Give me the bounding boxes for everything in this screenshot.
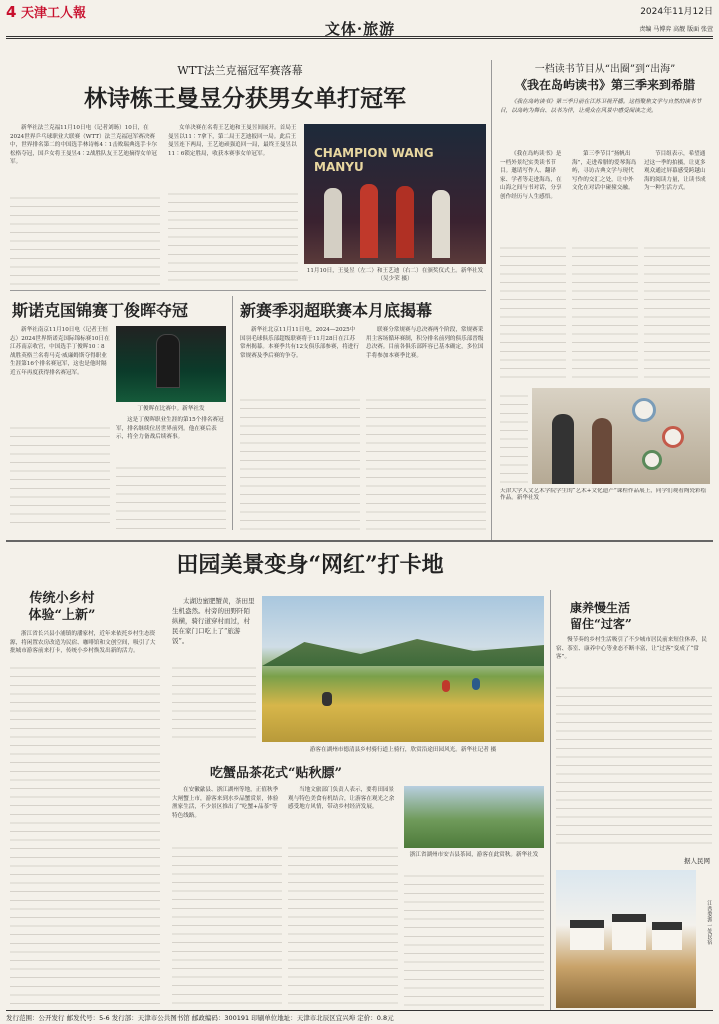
cyclist-figure	[322, 692, 332, 706]
paragraph: 《我在岛屿读书》是一档外景纪实类读书节目。邀请写作人、翻译家、学者等走进海岛，在山海之间与书对话，分享创作经历与人生感悟。	[500, 151, 562, 200]
snooker-headline: 斯诺克国锦赛丁俊晖夺冠	[12, 301, 189, 320]
section-rule	[6, 36, 713, 39]
countryside-photo	[262, 596, 544, 742]
text-filler	[644, 240, 710, 380]
paragraph: 第三季节目“扬帆出海”，走进希腊的爱琴海岛屿，寻访古典文学与现代写作的交汇之处，让中外文化在对话中碰撞交融。	[572, 151, 637, 192]
paragraph: 浙江省长兴县小浦镇的潘家村，近年来依托乡村生态资源，将闲置农房改造为民宿、咖啡馆和文创空间，吸引了大批城市游客前来打卡，传统小乡村焕发出新的活力。	[10, 631, 156, 655]
section-divider	[10, 290, 486, 291]
text-filler	[288, 840, 398, 1010]
column-divider	[550, 590, 551, 1010]
paragraph: 《我在岛屿读书》第三季日前在江苏卫视开播。这档聚焦文学与自然的读书节目，以岛屿为舞台、以书为伴，让观众在风景中感受阅读之美。	[500, 99, 702, 114]
person-figure	[360, 184, 378, 258]
text-filler	[500, 240, 566, 380]
paragraph: 新华社法兰克福11月10日电（记者刘旸）10日，在2024世界乒乓球职业大联赛（WTT）法兰克福冠军赛决赛中，世界排名第二的中国选手林诗栋4∶1击败瑞典选手卡尔松格夺冠，国乒女将王曼昱4∶2战胜队友王艺迪摘得女单冠军。	[10, 125, 157, 166]
text-filler	[168, 186, 298, 286]
paragraph: 当地文旅部门负责人表示，要将田园景观与特色美食有机结合，让游客在观光之余感受地方风情，带动乡村经济发展。	[288, 787, 395, 811]
section-title: 文体·旅游	[324, 20, 396, 38]
paragraph: 这是丁俊晖职业生涯的第15个排名赛冠军，排名继续位居世界前列。他在赛后表示，将全力备战后续赛事。	[116, 417, 224, 441]
paragraph: 新华社北京11月11日电，2024—2025中国羽毛球俱乐部超级联赛将于11月28日在江苏常州揭幕。本赛季共有12支俱乐部参赛，将进行常规赛及季后赛的争夺。	[240, 327, 359, 359]
editors-line: 责编 马博弈 高靓 版面 张萱	[639, 26, 713, 33]
text-filler	[366, 392, 486, 530]
countryside-photo-caption: 游客在湖州市德清县乡村骑行道上骑行，欣赏沿途田园风光。新华社记者 摄	[309, 747, 497, 753]
art-exhibition-caption: 天津大学人文艺术学院学生的“艺术+文化遗产”课程作品展上，同学们观看陶瓷彩绘作品。新华社发	[500, 488, 707, 501]
paragraph: 女单决赛在名将王艺迪和王曼昱间展开。首局王曼昱以11∶7拿下，第二局王艺迪扳回一局。此后王曼昱连下两局，王艺迪顽强追回一局，最终王曼昱以11∶6锁定胜局，收获本赛事女单冠军。	[168, 125, 297, 157]
text-filler	[116, 460, 226, 530]
column-divider	[232, 296, 233, 530]
top-story-headline: 林诗栋王曼昱分获男女单打冠军	[84, 85, 406, 112]
house-figure	[652, 922, 682, 950]
visitor-figure	[552, 414, 574, 484]
champion-photo	[304, 124, 486, 264]
text-filler	[172, 660, 256, 744]
snooker-photo	[116, 326, 226, 402]
crab-headline: 吃蟹品茶花式“贴秋膘”	[210, 766, 342, 781]
reading-lead	[500, 98, 710, 142]
photo-banner-text: CHAMPION WANG MANYU	[314, 146, 434, 174]
paragraph: 新华社南京11月10日电（记者王恒志）2024世界斯诺克国际锦标赛10日在江苏南京收官，中国选手丁俊晖10∶8战胜英格兰名将马克·威廉姆斯夺得职业生涯第16个排名赛冠军，这也是他时隔近五年再度获得排名赛冠军。	[10, 327, 110, 376]
paper-name: 天津工人報	[20, 6, 86, 21]
champion-photo-caption: 11月10日，王曼昱（左二）和王艺迪（右二）在颁奖仪式上。新华社发（吴少荣 摄）	[306, 268, 484, 282]
plate-figure	[642, 450, 662, 470]
homestay-photo	[556, 870, 696, 1008]
house-figure	[612, 914, 646, 950]
plate-figure	[662, 426, 684, 448]
top-story-kicker: WTT法兰克福冠军赛落幕	[177, 64, 303, 77]
snooker-photo-caption: 丁俊晖在比赛中。新华社发	[137, 406, 205, 412]
text-filler	[10, 660, 160, 1010]
paragraph: 节目组表示，希望通过这一季的拍摄，让更多观众通过屏幕感受跨越山海的阅读力量，让读书成为一种生活方式。	[644, 151, 706, 192]
text-filler	[240, 392, 360, 530]
art-exhibition-photo	[532, 388, 710, 484]
kang-kicker: 康养慢生活 留住“过客”	[570, 601, 632, 631]
person-figure	[396, 186, 414, 258]
text-filler	[10, 190, 160, 286]
tea-garden-caption: 浙江省湖州市安吉县茶园，游客在此赏秋。新华社发	[409, 852, 539, 858]
text-filler	[500, 388, 528, 484]
village-kicker: 传统小乡村 体验“上新”	[28, 591, 96, 623]
masthead-logo	[6, 2, 86, 21]
visitor-figure	[592, 418, 612, 484]
plate-figure	[632, 398, 656, 422]
issue-date: 2024年11月12日	[640, 7, 713, 17]
text-filler	[572, 240, 638, 380]
homestay-caption: 江西婺源一处民宿	[706, 900, 712, 945]
text-filler	[556, 680, 712, 850]
section-divider	[6, 540, 713, 542]
paragraph: 太湖边蜜肥蟹黄，茶田里生机盎然。村旁的田野阡陌纵横，骑行道穿村而过，村民在家门口吃上了“旅游饭”。	[172, 597, 255, 645]
cyclist-figure	[472, 678, 480, 690]
text-filler	[172, 840, 282, 1010]
text-filler	[404, 868, 544, 1010]
house-figure	[570, 920, 604, 950]
page-number: 4	[6, 3, 17, 21]
reading-headline: 《我在岛屿读书》第三季来到希腊	[514, 78, 695, 92]
paragraph: 慢节奏的乡村生活吸引了不少城市居民前来短住休养，民宿、茶室、康养中心等业态不断丰富，让“过客”变成了“常客”。	[556, 637, 707, 661]
footer: 发行范围：公开发行 邮发代号：5-6 发行部：天津市公共图书馆 邮政编码：300191 印刷单位地址：天津市北辰区宜兴埠 定价：0.8元	[6, 1010, 713, 1022]
column-divider	[491, 60, 492, 540]
person-figure	[432, 190, 450, 258]
reading-kicker: 一档读书节目从“出圈”到“出海”	[534, 64, 676, 75]
league-headline: 新赛季羽超联赛本月底揭幕	[240, 301, 433, 320]
cyclist-figure	[442, 680, 450, 692]
paragraph: 联赛分常规赛与总决赛两个阶段，常规赛采用主客场循环赛制，积分排名前列的俱乐部晋级总决赛。目前各俱乐部阵容已基本确定，多位国手将参加本赛季比赛。	[366, 327, 484, 359]
tea-garden-photo	[404, 786, 544, 848]
feature-headline: 田园美景变身“网红”打卡地	[176, 552, 444, 578]
player-figure	[156, 334, 180, 388]
person-figure	[324, 188, 342, 258]
paragraph: 在安徽歙县、浙江湖州等地，正值秋季大闸蟹上市，游客来到水乡品蟹赏景，体验渔家生活，不少景区推出了“吃蟹+品茶”等特色线路。	[172, 787, 279, 819]
kang-byline: 据人民网	[684, 857, 710, 865]
text-filler	[10, 420, 110, 530]
mountain-shape	[262, 636, 544, 666]
